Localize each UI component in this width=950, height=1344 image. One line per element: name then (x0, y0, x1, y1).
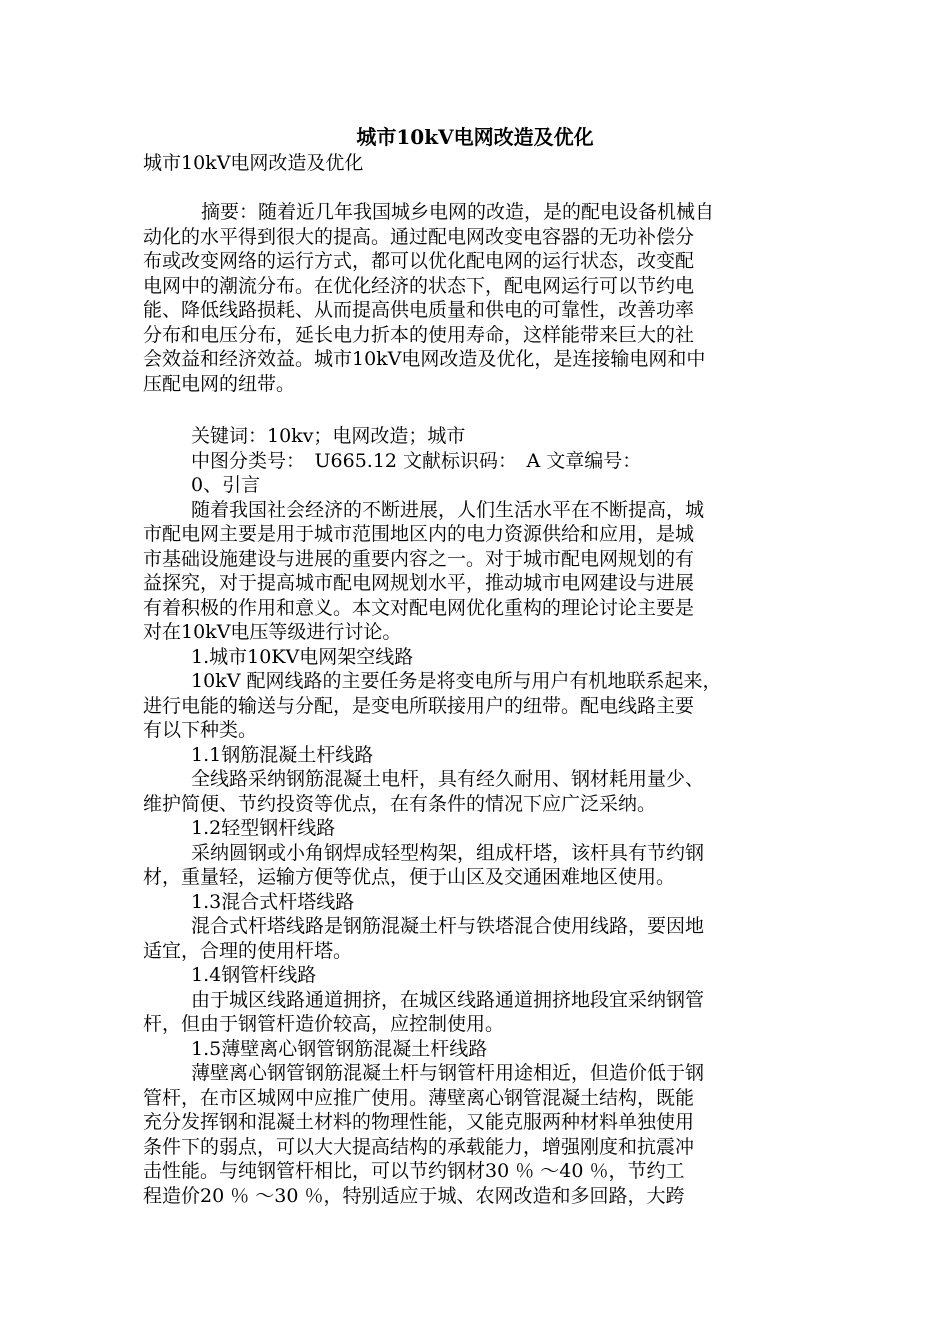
body-line: 1.1钢筋混凝土杆线路 (191, 743, 374, 766)
body-line: 进行电能的输送与分配，是变电所联接用户的纽带。配电线路主要 (143, 694, 695, 717)
body-line: 由于城区线路通道拥挤，在城区线路通道拥挤地段宜采纳钢管 (191, 988, 705, 1011)
body-line: 薄壁离心钢管钢筋混凝土杆与钢管杆用途相近，但造价低于钢 (191, 1062, 705, 1084)
body-line: 1.4钢管杆线路 (191, 964, 317, 986)
body-line: 中图分类号： U665.12 文献标识码： A 文章编号： (191, 449, 642, 472)
body-line: 条件下的弱点，可以大大提高结构的承载能力，增强刚度和抗震冲 (143, 1135, 695, 1158)
abstract-line: 电网中的潮流分布。在优化经济的状态下，配电网运行可以节约电 (143, 274, 695, 297)
body-line: 1.5薄壁离心钢管钢筋混凝土杆线路 (191, 1037, 488, 1060)
abstract-line: 分布和电压分布，延长电力折本的使用寿命，这样能带来巨大的社 (143, 323, 695, 346)
body-line: 1.2轻型钢杆线路 (191, 817, 336, 839)
body-line: 关键词：10kv；电网改造；城市 (191, 425, 466, 447)
body-line: 益探究，对于提高城市配电网规划水平，推动城市电网建设与进展 (143, 572, 695, 594)
body-line: 0、引言 (191, 474, 261, 496)
abstract-paragraph (143, 200, 803, 396)
body-line: 1.3混合式杆塔线路 (191, 890, 355, 913)
body-line: 适宜，合理的使用杆塔。 (143, 939, 353, 962)
abstract-line: 摘要：随着近几年我国城乡电网的改造，是的配电设备机械自 (201, 201, 715, 223)
abstract-line: 动化的水平得到很大的提高。通过配电网改变电容器的无功补偿分 (143, 225, 695, 248)
abstract-line: 会效益和经济效益。城市10kV电网改造及优化，是连接输电网和中 (143, 348, 706, 370)
body-line: 充分发挥钢和混凝土材料的物理性能，又能克服两种材料单独使用 (143, 1111, 695, 1133)
body-line: 有以下种类。 (143, 719, 258, 741)
abstract-line: 布或改变网络的运行方式，都可以优化配电网的运行状态，改变配 (143, 250, 695, 272)
body-line: 对在10kV电压等级进行讨论。 (143, 621, 402, 643)
body-line: 市基础设施建设与进展的重要内容之一。对于城市配电网规划的有 (143, 547, 695, 570)
abstract-line: 能、降低线路损耗、从而提高供电质量和供电的可靠性，改善功率 (143, 299, 695, 321)
body-line: 市配电网主要是用于城市范围地区内的电力资源供给和应用，是城 (143, 523, 695, 545)
body-line: 10kV 配网线路的主要任务是将变电所与用户有机地联系起来， (191, 670, 722, 692)
body-line: 击性能。与纯钢管杆相比，可以节约钢材30 ％ ～40 ％，节约工 (143, 1160, 685, 1182)
body-line: 混合式杆塔线路是钢筋混凝土杆与铁塔混合使用线路，要因地 (191, 915, 705, 937)
body-line: 程造价20 ％ ～30 ％，特别适应于城、农网改造和多回路，大跨 (143, 1184, 685, 1207)
body-line: 有着积极的作用和意义。本文对配电网优化重构的理论讨论主要是 (143, 596, 695, 619)
body-line: 随着我国社会经济的不断进展，人们生活水平在不断提高，城 (191, 498, 705, 521)
document-title: 城市10kV电网改造及优化 (356, 125, 594, 149)
document-subtitle: 城市10kV电网改造及优化 (143, 152, 364, 174)
body-line: 管杆，在市区城网中应推广使用。薄壁离心钢管混凝土结构，既能 (143, 1086, 695, 1109)
document-body (143, 424, 803, 1208)
body-line: 1.城市10KV电网架空线路 (191, 645, 414, 668)
body-line: 材，重量轻，运输方便等优点，便于山区及交通困难地区使用。 (143, 866, 676, 888)
body-line: 维护简便、节约投资等优点，在有条件的情况下应广泛采纳。 (143, 792, 657, 815)
body-line: 采纳圆钢或小角钢焊成轻型构架，组成杆塔，该杆具有节约钢 (191, 841, 705, 864)
body-line: 全线路采纳钢筋混凝土电杆，具有经久耐用、钢材耗用量少、 (191, 768, 705, 790)
abstract-line: 压配电网的纽带。 (143, 372, 296, 395)
body-line: 杆，但由于钢管杆造价较高，应控制使用。 (143, 1013, 505, 1035)
